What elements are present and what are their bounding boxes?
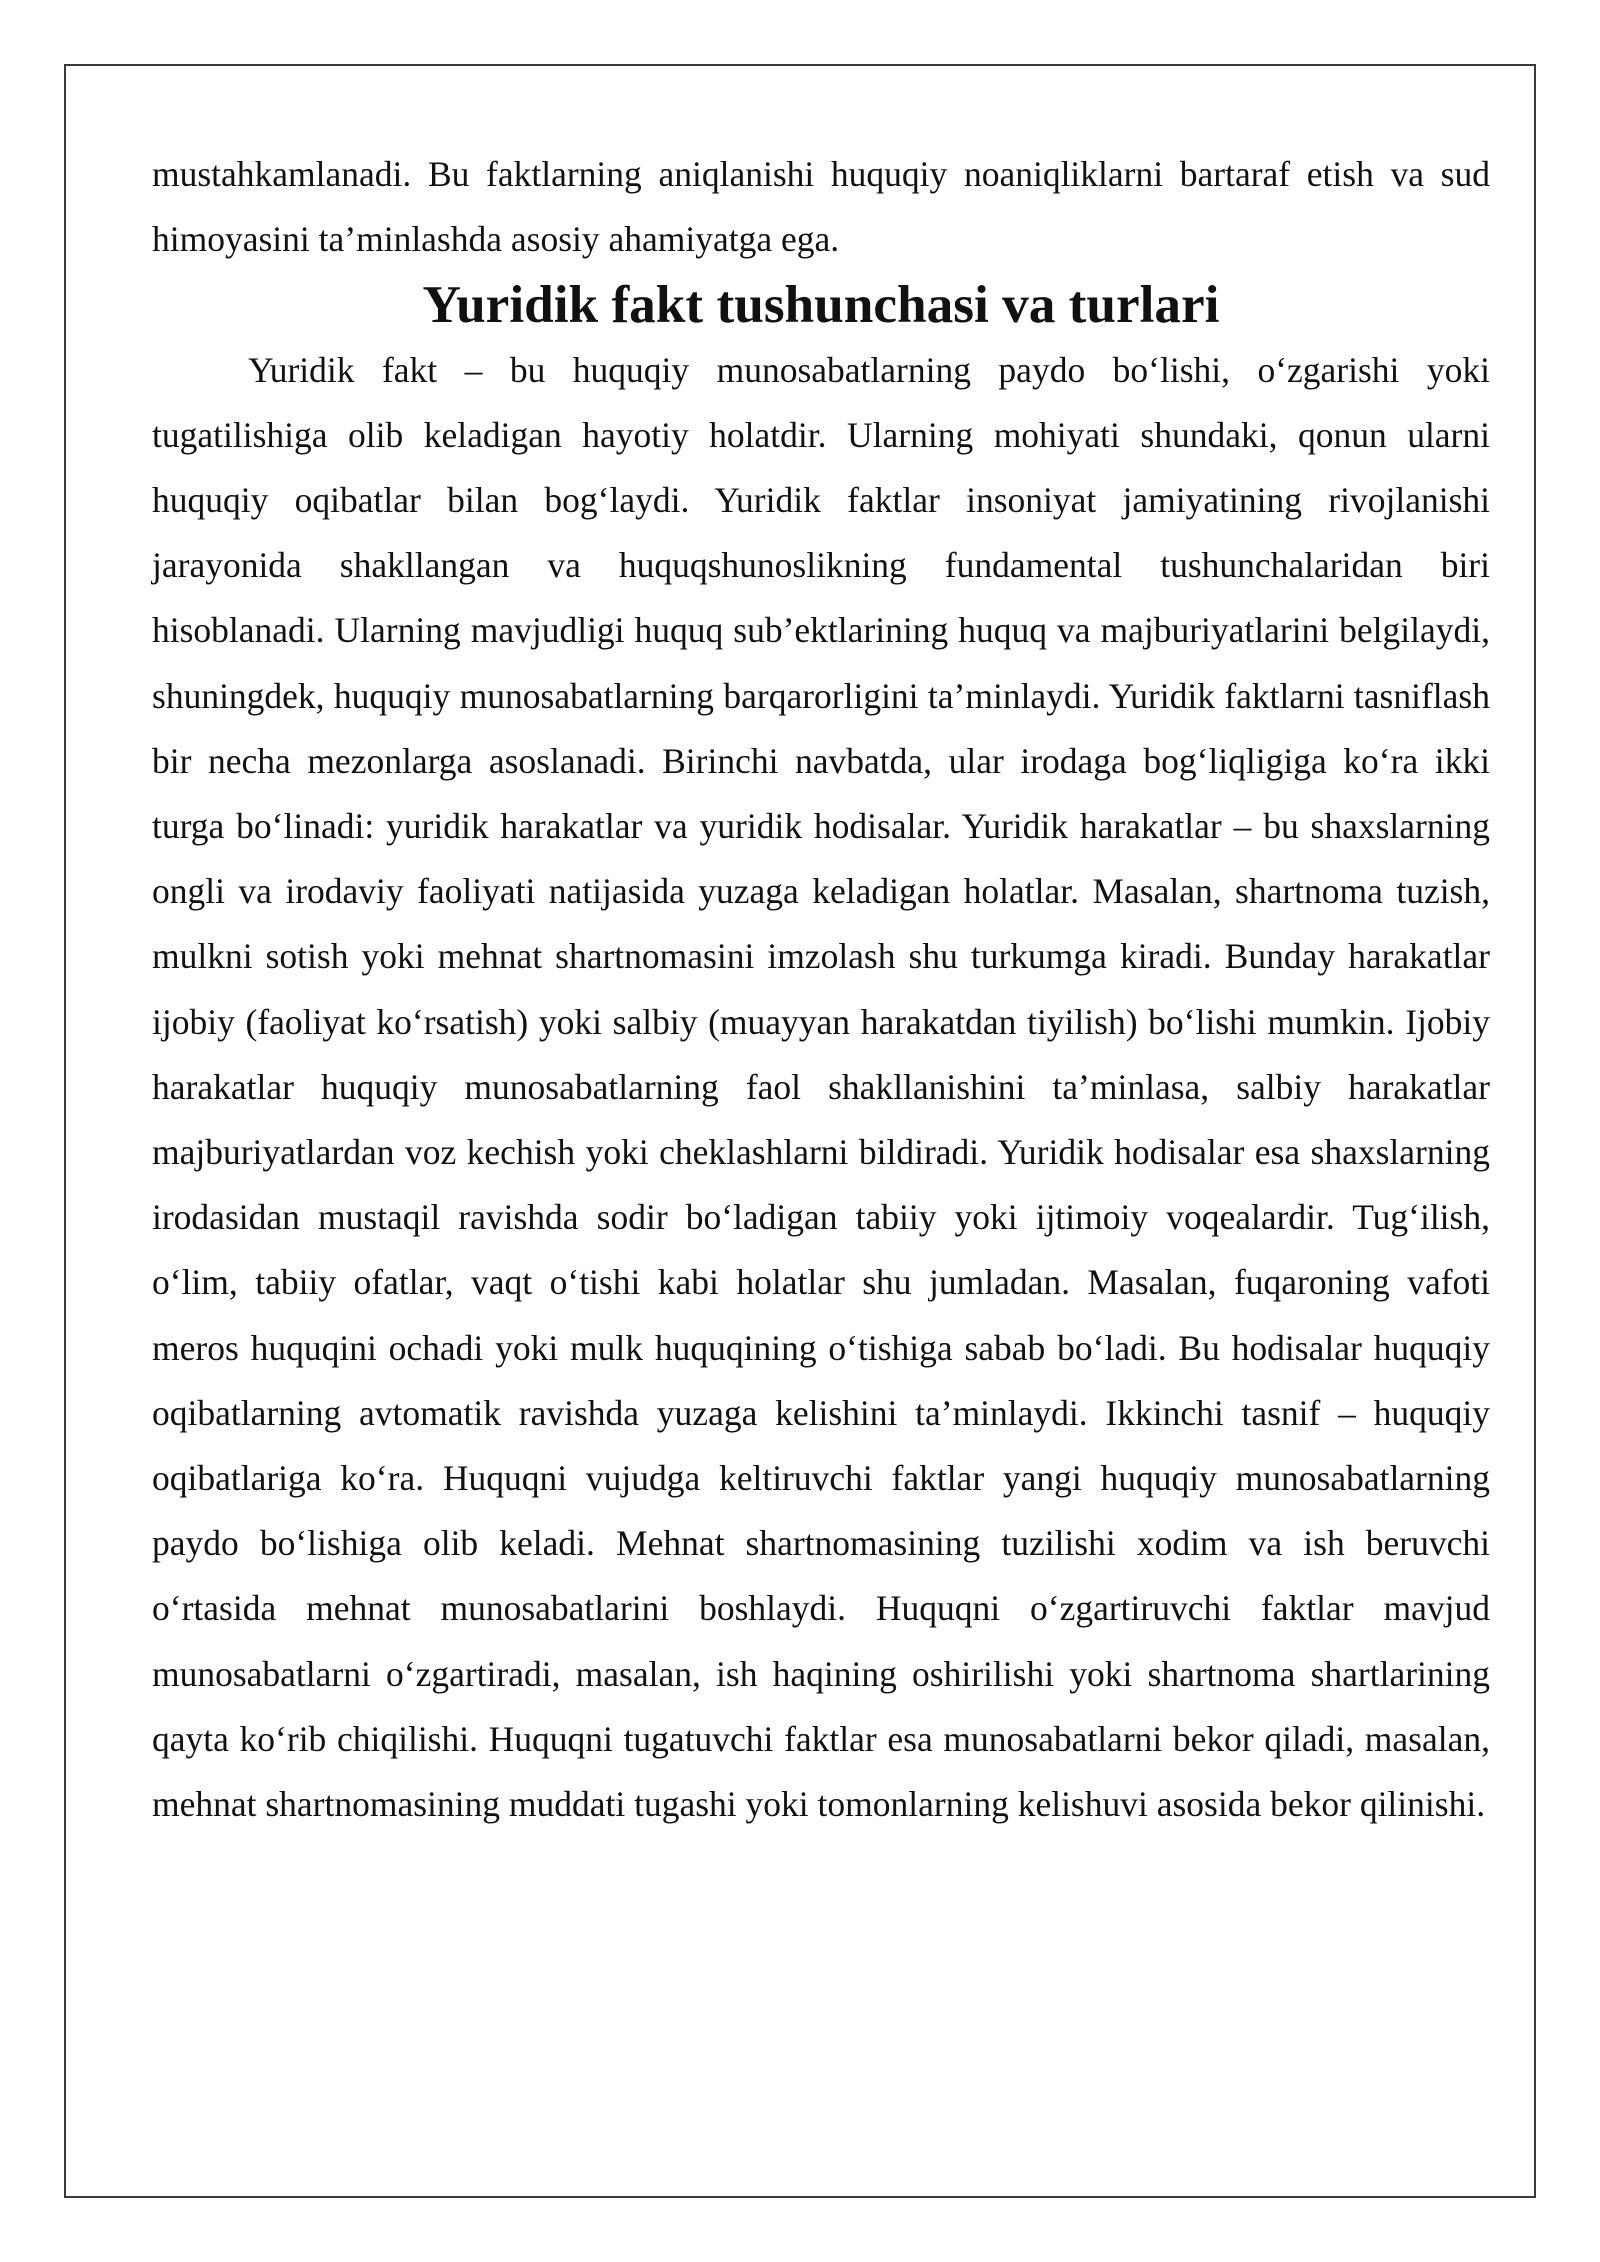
body-paragraph: Yuridik fakt – bu huquqiy munosabatlarning paydo bo‘lishi, o‘zgarishi yoki tugatilishiga olib keladigan hayotiy holatdir. Ularning mohiyati shundaki, qonun ularni huquqiy oqibatlar bilan bog‘laydi. Yuridik faktlar insoniyat jamiyatining rivojlanishi jarayonida shakllangan va huquqshunoslikning fundamental tushunchalaridan biri hisoblanadi. Ularning mavjudligi huquq sub’ektlarining huquq va majburiyatlarini belgilaydi, shuningdek, huquqiy munosabatlarning barqarorligini ta’minlaydi. Yuridik faktlarni tasniflash bir necha mezonlarga asoslanadi. Birinchi navbatda, ular irodaga bog‘liqligiga ko‘ra ikki turga bo‘linadi: yuridik harakatlar va yuridik hodisalar. Yuridik harakatlar – bu shaxslarning ongli va irodaviy faoliyati natijasida yuzaga keladigan holatlar. Masalan, shartnoma tuzish, mulkni sotish yoki mehnat shartnomasini imzolash shu turkumga kiradi. Bunday harakatlar ijobiy (faoliyat ko‘rsatish) yoki salbiy (muayyan harakatdan tiyilish) bo‘lishi mumkin. Ijobiy harakatlar huquqiy munosabatlarning faol shakllanishini ta’minlasa, salbiy harakatlar majburiyatlardan voz kechish yoki cheklashlarni bildiradi. Yuridik hodisalar esa shaxslarning irodasidan mustaqil ravishda sodir bo‘ladigan tabiiy yoki ijtimoiy voqealardir. Tug‘ilish, o‘lim, tabiiy ofatlar, vaqt o‘tishi kabi holatlar shu jumladan. Masalan, fuqaroning vafoti meros huquqini ochadi yoki mulk huquqining o‘tishiga sabab bo‘ladi. Bu hodisalar huquqiy oqibatlarning avtomatik ravishda yuzaga kelishini ta’minlaydi. Ikkinchi tasnif – huquqiy oqibatlariga ko‘ra. Huquqni vujudga keltiruvchi faktlar yangi huquqiy munosabatlarning paydo bo‘lishiga olib keladi. Mehnat shartnomasining tuzilishi xodim va ish beruvchi o‘rtasida mehnat munosabatlarini boshlaydi. Huquqni o‘zgartiruvchi faktlar mavjud munosabatlarni o‘zgartiradi, masalan, ish haqining oshirilishi yoki shartnoma shartlarining qayta ko‘rib chiqilishi. Huquqni tugatuvchi faktlar esa munosabatlarni bekor qiladi, masalan, mehnat shartnomasining muddati tugashi yoki tomonlarning kelishuvi asosida bekor qilinishi. bbox=[152, 349, 1490, 1825]
intro-paragraph: mustahkamlanadi. Bu faktlarning aniqlanishi huquqiy noaniqliklarni bartaraf etish va sud himoyasini ta’minlashda asosiy ahamiyatga ega. bbox=[152, 154, 1490, 260]
section-heading: Yuridik fakt tushunchasi va turlari bbox=[422, 275, 1220, 335]
page-content bbox=[152, 142, 1490, 1837]
